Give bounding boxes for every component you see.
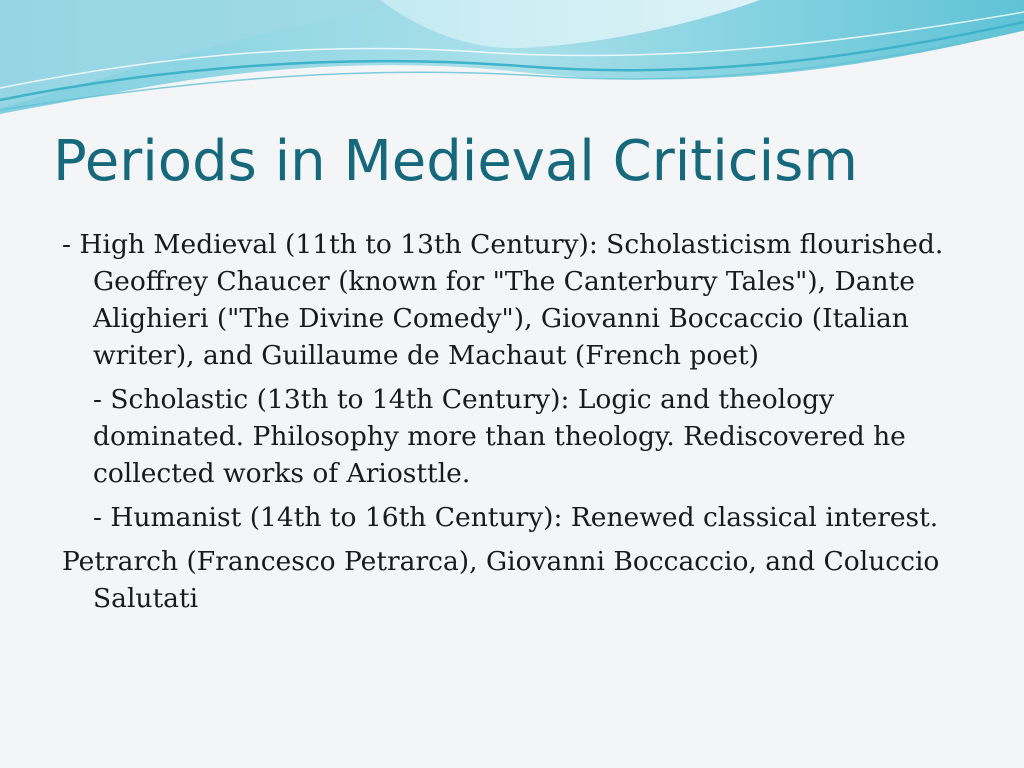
paragraph-high-medieval: - High Medieval (11th to 13th Century): Scholasticism flourished. Geoffrey Chaucer (known for "The Canterbury Tales"), Dante Alighieri ("The Divine Comedy"), Giovanni Boccaccio (Italian writer), and Guillaume de Machaut (French poet) <box>62 229 944 371</box>
paragraph-scholastic: - Scholastic (13th to 14th Century): Logic and theology dominated. Philosophy more than theology. Rediscovered he collected works of Ariosttle. <box>93 384 906 489</box>
slide-title: Periods in Medieval Criticism <box>53 129 858 194</box>
paragraph-humanist-figures: Petrarch (Francesco Petrarca), Giovanni Boccaccio, and Coluccio Salutati <box>62 546 940 614</box>
header-wave-decoration <box>0 0 1024 125</box>
slide-body <box>62 226 962 624</box>
paragraph-humanist: - Humanist (14th to 16th Century): Renewed classical interest. <box>93 502 939 533</box>
